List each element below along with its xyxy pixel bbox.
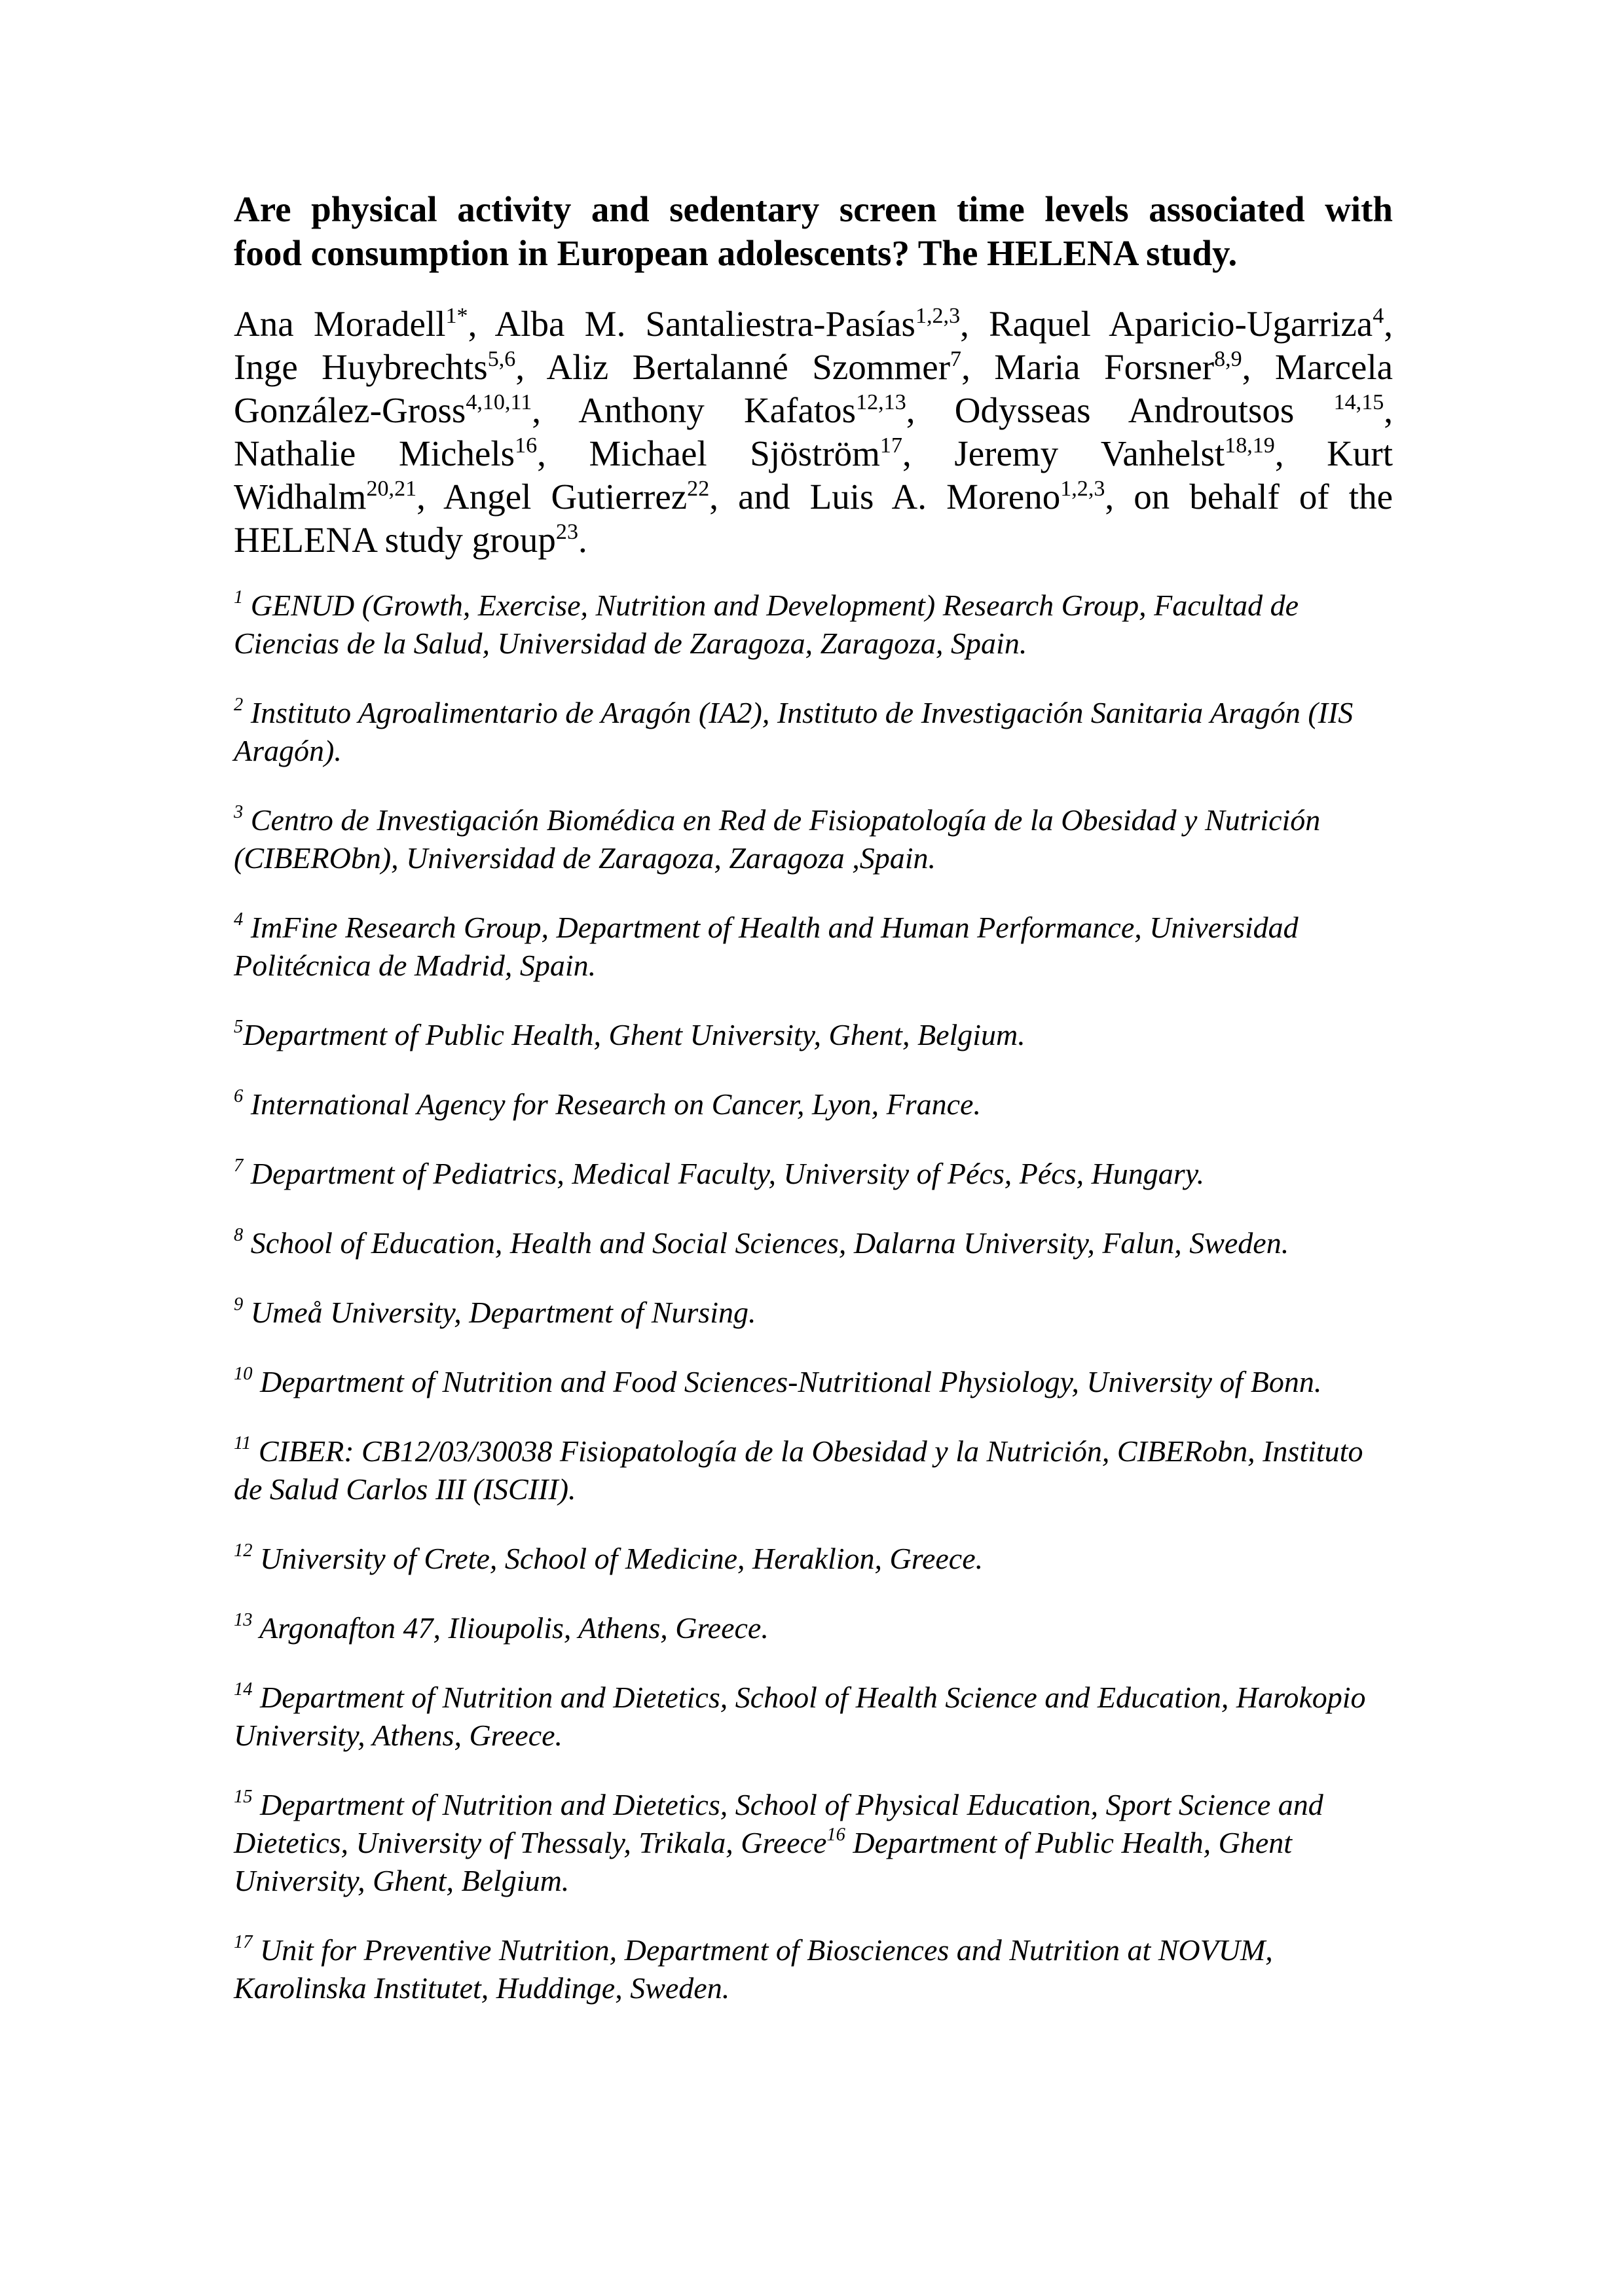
author-line: Nathalie Michels$^{16}$, Michael Sjöström$^{17}$, Jeremy Vanhelst$^{18,19}$, Kurt	[234, 433, 1393, 473]
affiliation-text: Instituto Agroalimentario de Aragón (IA2), Instituto de Investigación Sanitaria Aragón (IIS Aragón).	[234, 696, 1354, 767]
title-line-1: Are physical activity and sedentary screen time levels associated with	[234, 189, 1393, 229]
affiliation-text: School of Education, Health and Social Sciences, Dalarna University, Falun, Sweden.	[243, 1226, 1289, 1260]
author-name: Inge Huybrechts	[234, 347, 488, 387]
author-affiliation-marker: 14,15	[1333, 390, 1384, 414]
author-affiliation-marker: 22	[687, 476, 710, 501]
affiliation-number: 4	[234, 909, 244, 930]
author-affiliation-marker: 1,2,3	[1060, 476, 1105, 501]
author-name: Alba M. Santaliestra-Pasías	[494, 304, 915, 344]
author-affiliation-marker: 8,9	[1214, 346, 1242, 371]
affiliation-number: 8	[234, 1225, 244, 1246]
affiliation-list	[234, 587, 1393, 2007]
affiliation-number: 11	[234, 1433, 251, 1454]
affiliation-text: CIBER: CB12/03/30038 Fisiopatología de la Obesidad y la Nutrición, CIBERobn, Instituto de Salud Carlos III (ISCIII).	[234, 1434, 1363, 1506]
affiliation-number: 14	[234, 1679, 253, 1700]
author-name: Michael Sjöström	[589, 433, 880, 473]
author-name: Jeremy Vanhelst	[954, 433, 1225, 473]
author-line: Ana Moradell$^{1*}$, Alba M. Santaliestra-Pasías$^{1,2,3}$, Raquel Aparicio-Ugarriza$^4$,	[234, 303, 1393, 344]
author-affiliation-marker: 16	[515, 433, 538, 458]
affiliation-number: 15	[234, 1787, 253, 1808]
author-affiliation-marker: 23	[555, 519, 578, 544]
author-name: Nathalie Michels	[234, 433, 515, 473]
affiliation-text: Department of Public Health, Ghent University, Ghent, Belgium.	[234, 1826, 1293, 1897]
affiliation-text: Department of Pediatrics, Medical Faculty, University of Pécs, Pécs, Hungary.	[243, 1157, 1205, 1190]
author-name: Marcela	[1274, 347, 1393, 387]
author-name: and Luis A. Moreno	[738, 477, 1061, 517]
author-line: González-Gross$^{4,10,11}$, Anthony Kafatos$^{12,13}$, Odysseas Androutsos $^{14,15}$,	[234, 390, 1393, 430]
affiliation-item	[234, 1540, 1393, 1578]
title-line-2: food consumption in European adolescents? The HELENA study.	[234, 233, 1238, 273]
author-list	[234, 302, 1393, 562]
affiliation-text: Unit for Preventive Nutrition, Department of Biosciences and Nutrition at NOVUM, Karolinska Institutet, Huddinge, Sweden.	[234, 1933, 1273, 2005]
author-line: Widhalm$^{20,21}$, Angel Gutierrez$^{22}$, and Luis A. Moreno$^{1,2,3}$, on behalf of the	[234, 476, 1393, 517]
author-line: HELENA study group$^{23}$.	[234, 519, 587, 560]
affiliation-number: 12	[234, 1540, 253, 1561]
author-name: Odysseas Androutsos	[954, 390, 1334, 430]
affiliation-text: Centro de Investigación Biomédica en Red de Fisiopatología de la Obesidad y Nutrición (CIBERObn), Universidad de Zaragoza, Zaragoza ,Spain.	[234, 803, 1321, 875]
author-affiliation-marker: 12,13	[856, 390, 906, 414]
affiliation-item	[234, 909, 1393, 985]
author-affiliation-marker: 5,6	[487, 346, 516, 371]
affiliation-number: 3	[234, 802, 244, 823]
author-affiliation-marker: 18,19	[1225, 433, 1275, 458]
affiliation-number: 5	[234, 1017, 244, 1038]
author-name: Kurt	[1327, 433, 1393, 473]
author-affiliation-marker: 17	[879, 433, 902, 458]
affiliation-text: ImFine Research Group, Department of Health and Human Performance, Universidad Politécnica de Madrid, Spain.	[234, 911, 1299, 982]
affiliation-item	[234, 587, 1393, 663]
author-affiliation-marker: 4	[1373, 303, 1384, 328]
author-affiliation-marker: 4,10,11	[466, 390, 532, 414]
affiliation-text: Argonafton 47, Ilioupolis, Athens, Greece.	[252, 1611, 769, 1645]
author-name: Ana Moradell	[234, 304, 446, 344]
author-affiliation-marker: 1*	[445, 303, 468, 328]
author-name: HELENA study group	[234, 520, 556, 560]
affiliation-number: 16	[826, 1825, 845, 1846]
affiliation-item	[234, 1609, 1393, 1647]
affiliation-item	[234, 694, 1393, 770]
affiliation-item	[234, 1931, 1393, 2007]
author-name: Anthony Kafatos	[578, 390, 857, 430]
affiliation-item	[234, 1786, 1393, 1900]
affiliation-text: Department of Nutrition and Food Sciences-Nutritional Physiology, University of Bonn.	[252, 1365, 1322, 1398]
author-affiliation-marker: 7	[950, 346, 962, 371]
affiliation-item	[234, 1016, 1393, 1054]
affiliation-text: University of Crete, School of Medicine, Heraklion, Greece.	[252, 1542, 984, 1575]
affiliation-number: 1	[234, 587, 244, 608]
affiliation-number: 6	[234, 1086, 244, 1107]
affiliation-text: GENUD (Growth, Exercise, Nutrition and Development) Research Group, Facultad de Ciencias de la Salud, Universidad de Zaragoza, Zaragoza, Spain.	[234, 589, 1299, 660]
affiliation-number: 17	[234, 1932, 253, 1953]
author-name: Raquel Aparicio-Ugarriza	[989, 304, 1373, 344]
author-affiliation-marker: 1,2,3	[915, 303, 961, 328]
affiliation-number: 9	[234, 1294, 244, 1315]
affiliation-text: Department of Nutrition and Dietetics, School of Health Science and Education, Harokopio University, Athens, Greece.	[234, 1681, 1366, 1752]
affiliation-text: Department of Nutrition and Dietetics, School of Physical Education, Sport Science and Dietetics, University of Thessaly, Trikala, Greece	[234, 1788, 1323, 1859]
affiliation-number: 13	[234, 1610, 253, 1631]
affiliation-item	[234, 1155, 1393, 1193]
affiliation-item	[234, 1679, 1393, 1755]
affiliation-number: 2	[234, 695, 244, 716]
paper-page	[234, 187, 1393, 2039]
author-name: Widhalm	[234, 477, 367, 517]
affiliation-text: International Agency for Research on Cancer, Lyon, France.	[243, 1087, 981, 1121]
affiliation-item	[234, 1085, 1393, 1123]
affiliation-number: 10	[234, 1364, 253, 1385]
affiliation-item	[234, 1224, 1393, 1262]
author-name: Aliz Bertalanné Szommer	[546, 347, 951, 387]
paper-title	[234, 187, 1393, 275]
affiliation-text: Umeå University, Department of Nursing.	[243, 1296, 756, 1329]
author-name: González-Gross	[234, 390, 466, 430]
author-name: Maria Forsner	[994, 347, 1215, 387]
affiliation-text: Department of Public Health, Ghent University, Ghent, Belgium.	[243, 1018, 1025, 1051]
affiliation-item	[234, 1294, 1393, 1332]
affiliation-item	[234, 801, 1393, 877]
affiliation-item	[234, 1432, 1393, 1508]
author-affiliation-marker: 20,21	[366, 476, 417, 501]
affiliation-number: 7	[234, 1156, 244, 1176]
author-name: Angel Gutierrez	[443, 477, 688, 517]
author-line: Inge Huybrechts$^{5,6}$, Aliz Bertalanné Szommer$^7$, Maria Forsner$^{8,9}$, Marcela	[234, 346, 1393, 387]
affiliation-item	[234, 1363, 1393, 1401]
